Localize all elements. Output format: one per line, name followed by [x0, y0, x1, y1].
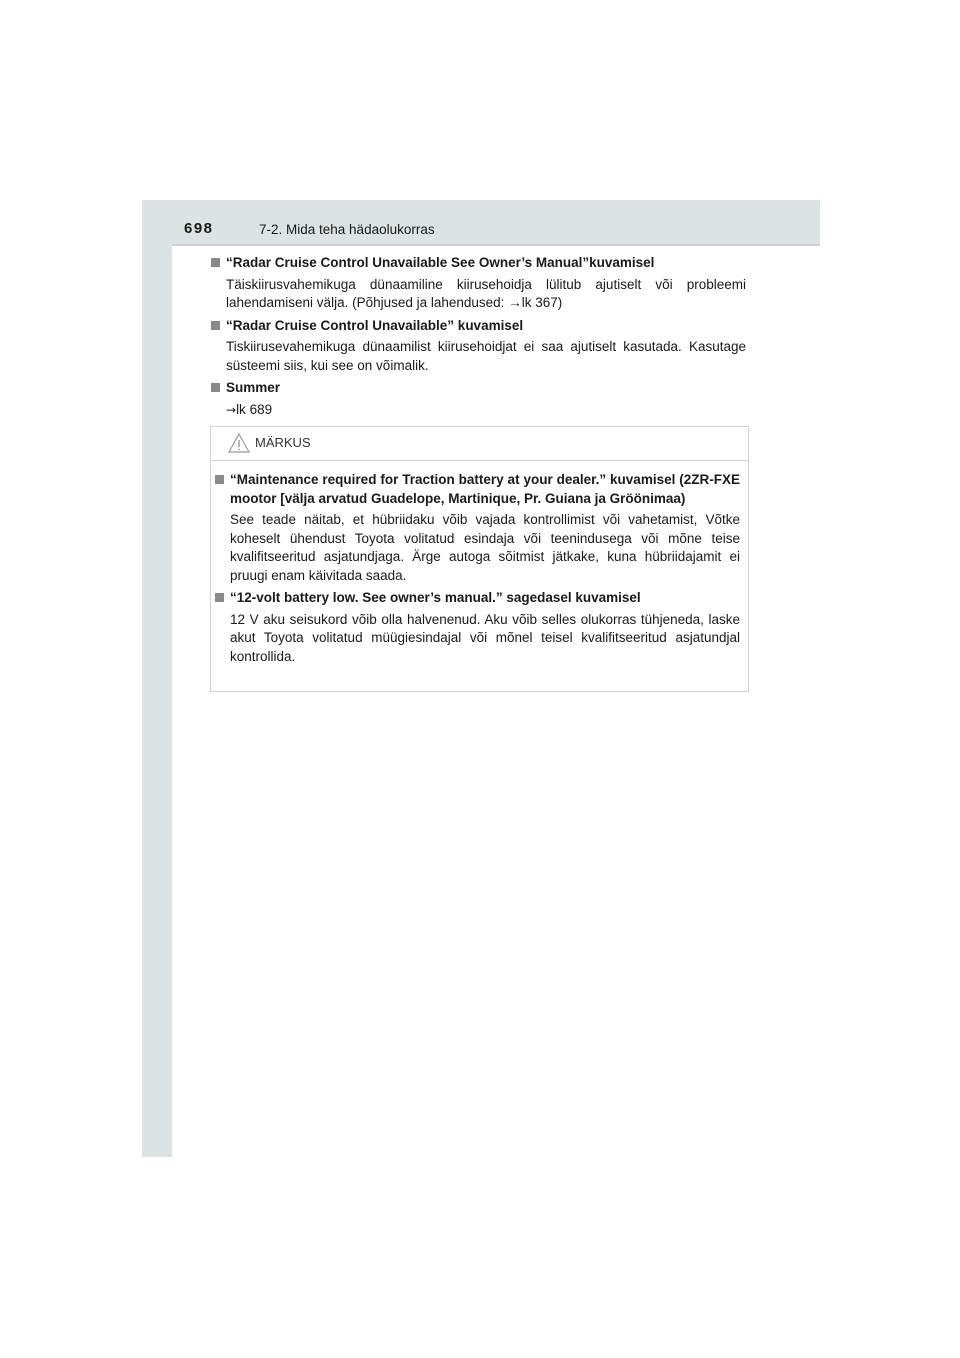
notice-item-body: See teade näitab, et hübriidaku võib vajada kontrollimist või vahetamist, Võtke koheselt ühendust Toyota volitatud esindaja või teenindusega või mõne teise kvalifitseeritud asjatundjaga. Ärge autoga sõitmist jätkake, kuna hübriidajamit ei pruugi enam käivitada saada. — [230, 512, 740, 583]
item-title: “Radar Cruise Control Unavailable See Owner’s Manual”kuvamisel — [226, 255, 655, 270]
square-bullet-icon — [215, 475, 224, 484]
arrow-right-icon: → — [226, 402, 237, 417]
page-reference-link[interactable]: lk 689 — [236, 401, 273, 417]
notice-item-title: “12-volt battery low. See owner’s manual.” sagedasel kuvamisel — [230, 590, 641, 605]
square-bullet-icon — [211, 383, 220, 392]
main-content — [211, 254, 746, 423]
notice-label: MÄRKUS — [255, 435, 311, 450]
notice-item — [215, 471, 740, 585]
square-bullet-icon — [215, 593, 224, 602]
notice-box — [210, 426, 749, 692]
list-item — [211, 379, 746, 419]
notice-item — [215, 589, 740, 666]
item-title: “Radar Cruise Control Unavailable” kuvamisel — [226, 317, 524, 333]
notice-header — [211, 427, 748, 461]
item-title: Summer — [226, 380, 281, 395]
section-title: 7-2. Mida teha hädaolukorras — [259, 222, 435, 237]
list-item — [211, 254, 746, 313]
header-divider — [172, 244, 820, 246]
square-bullet-icon — [211, 258, 220, 267]
square-bullet-icon — [211, 321, 220, 330]
page-number: 698 — [184, 220, 214, 237]
notice-content — [211, 461, 748, 666]
list-item — [211, 317, 746, 376]
notice-item-body: 12 V aku seisukord võib olla halvenenud. Aku võib selles olukorras tühjeneda, laske akut Toyota volitatud müügiesindajal või mõnel teisel kvalifitseeritud asjatundjal kontrollida. — [230, 611, 740, 664]
item-body: Tiskiirusevahemikuga dünaamilist kiirusehoidjat ei saa ajutiselt kasutada. Kasutage süsteemi siis, kui see on võimalik. — [226, 339, 746, 373]
sidebar-band — [142, 200, 172, 1157]
notice-item-title: “Maintenance required for Traction battery at your dealer.” kuvamisel (2ZR-FXE mootor [välja arvatud Guadelope, Martinique, Pr. Guiana ja Gröönimaa) — [230, 472, 740, 506]
page-reference — [211, 401, 746, 420]
item-body: Täiskiirusvahemikuga dünaamiline kiirusehoidja lülitub ajutiselt või probleemi lahendamiseni välja. (Põhjused ja lahendused: →lk 367) — [226, 276, 746, 310]
warning-icon — [228, 432, 250, 454]
header-band — [142, 200, 820, 245]
